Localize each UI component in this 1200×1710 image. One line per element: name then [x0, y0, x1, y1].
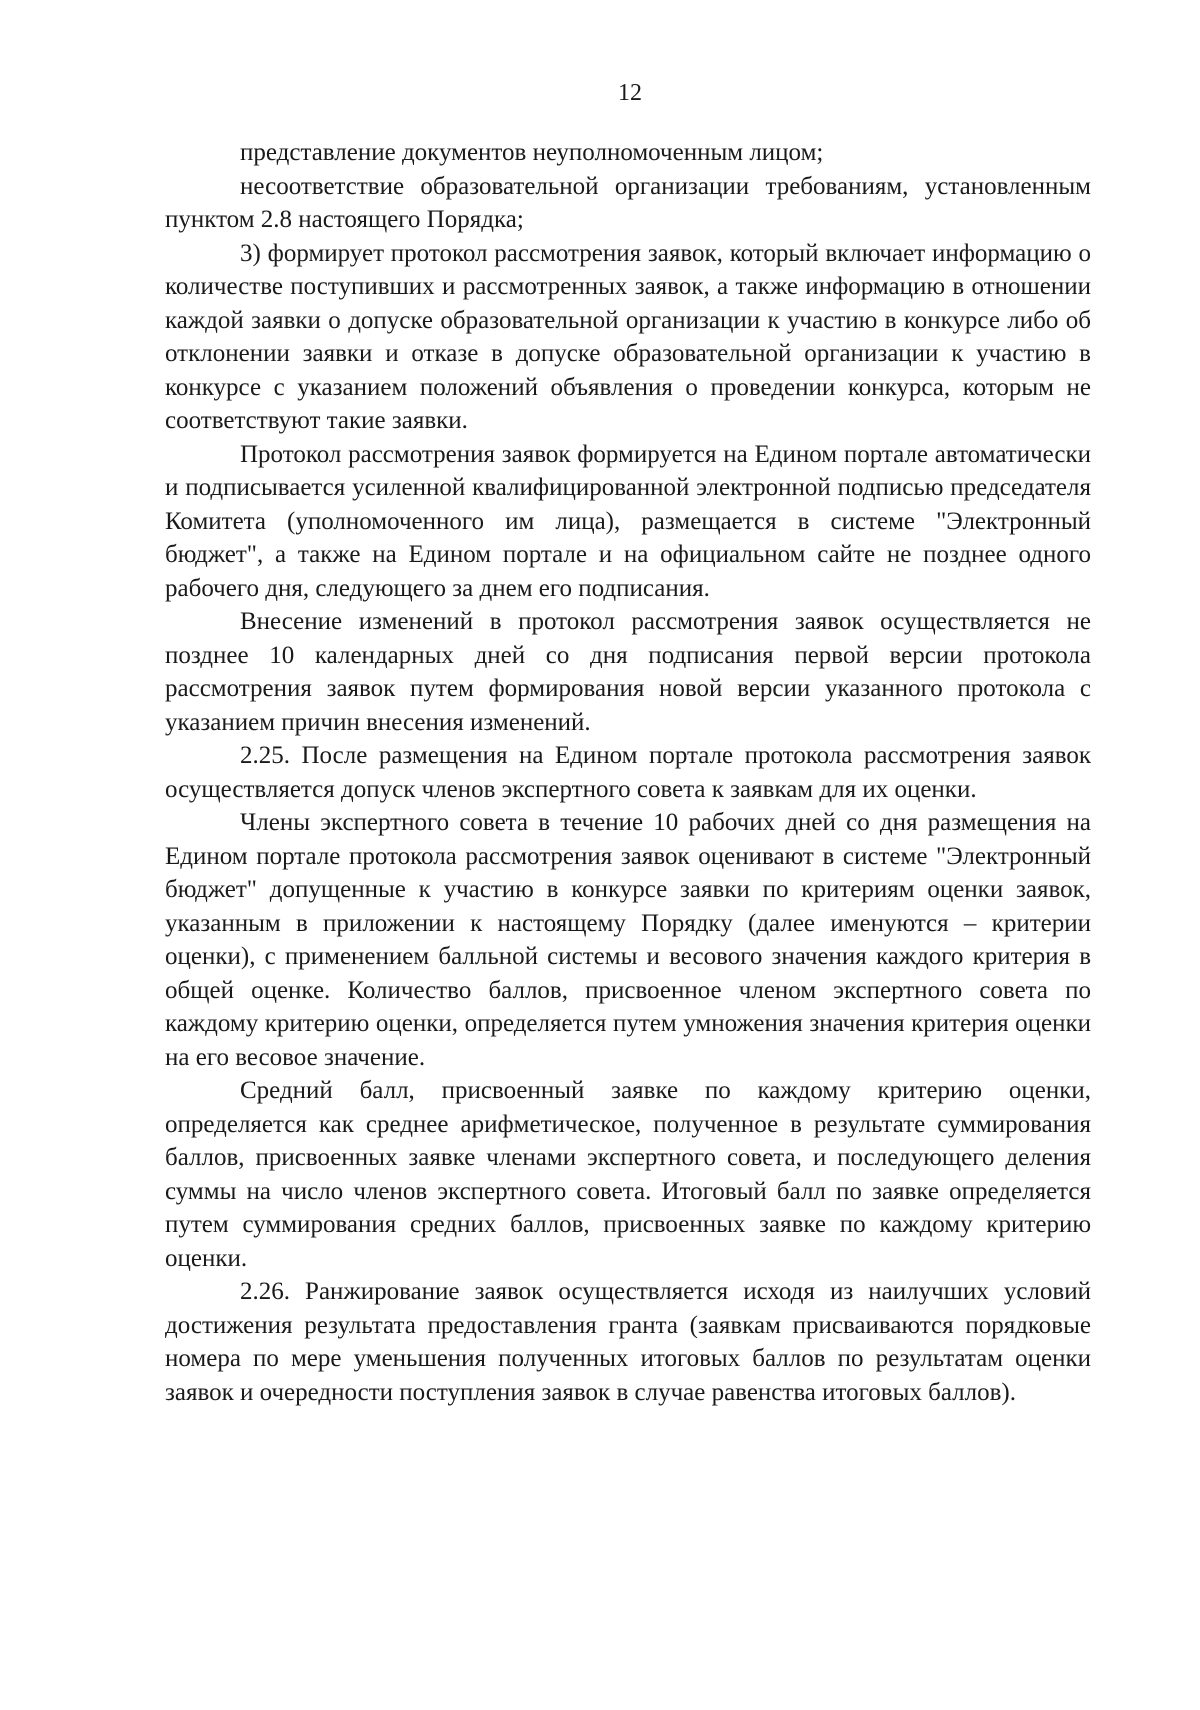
paragraph-protocol-formation: 3) формирует протокол рассмотрения заявок, который включает информацию о количестве поступивших и рассмотренных заявок, а также информацию в отношении каждой заявки о допуске образовательной организации к участию в конкурсе либо об отклонении заявки и отказе в допуске образовательной организации к участию в конкурсе с указанием положений объявления о проведении конкурса, которым не соответствуют такие заявки. — [165, 239, 1091, 434]
paragraph-unauthorized-person: представление документов неуполномоченным лицом; — [240, 139, 824, 166]
paragraph-2-26: 2.26. Ранжирование заявок осуществляется исходя из наилучших условий достижения результата предоставления гранта (заявкам присваиваются порядковые номера по мере уменьшения полученных итоговых баллов по результатам оценки заявок и очередности поступления заявок в случае равенства итоговых баллов). — [165, 1278, 1091, 1406]
paragraph-2-25: 2.25. После размещения на Едином портале протокола рассмотрения заявок осуществляется допуск членов экспертного совета к заявкам для их оценки. — [165, 742, 1091, 803]
paragraph-protocol-signing: Протокол рассмотрения заявок формируется на Едином портале автоматически и подписывается усиленной квалифицированной электронной подписью председателя Комитета (уполномоченного им лица), размещается в системе "Электронный бюджет", а также на Едином портале и на официальном сайте не позднее одного рабочего дня, следующего за днем его подписания. — [165, 440, 1091, 602]
paragraph-nonconformity: несоответствие образовательной организации требованиям, установленным пунктом 2.8 настоящего Порядка; — [165, 172, 1091, 233]
page-number: 12 — [618, 80, 642, 106]
paragraph-protocol-changes: Внесение изменений в протокол рассмотрения заявок осуществляется не позднее 10 календарных дней со дня подписания первой версии протокола рассмотрения заявок путем формирования новой версии указанного протокола с указанием причин внесения изменений. — [165, 608, 1091, 736]
document-body — [165, 136, 1091, 1409]
paragraph-expert-evaluation: Члены экспертного совета в течение 10 рабочих дней со дня размещения на Едином портале протокола рассмотрения заявок оценивают в системе "Электронный бюджет" допущенные к участию в конкурсе заявки по критериям оценки заявок, указанным в приложении к настоящему Порядку (далее именуются – критерии оценки), с применением балльной системы и весового значения каждого критерия в общей оценке. Количество баллов, присвоенное членом экспертного совета по каждому критерию оценки, определяется путем умножения значения критерия оценки на его весовое значение. — [165, 809, 1091, 1071]
paragraph-average-score: Средний балл, присвоенный заявке по каждому критерию оценки, определяется как среднее арифметическое, полученное в результате суммирования баллов, присвоенных заявке членами экспертного совета, и последующего деления суммы на число членов экспертного совета. Итоговый балл по заявке определяется путем суммирования средних баллов, присвоенных заявке по каждому критерию оценки. — [165, 1077, 1091, 1272]
